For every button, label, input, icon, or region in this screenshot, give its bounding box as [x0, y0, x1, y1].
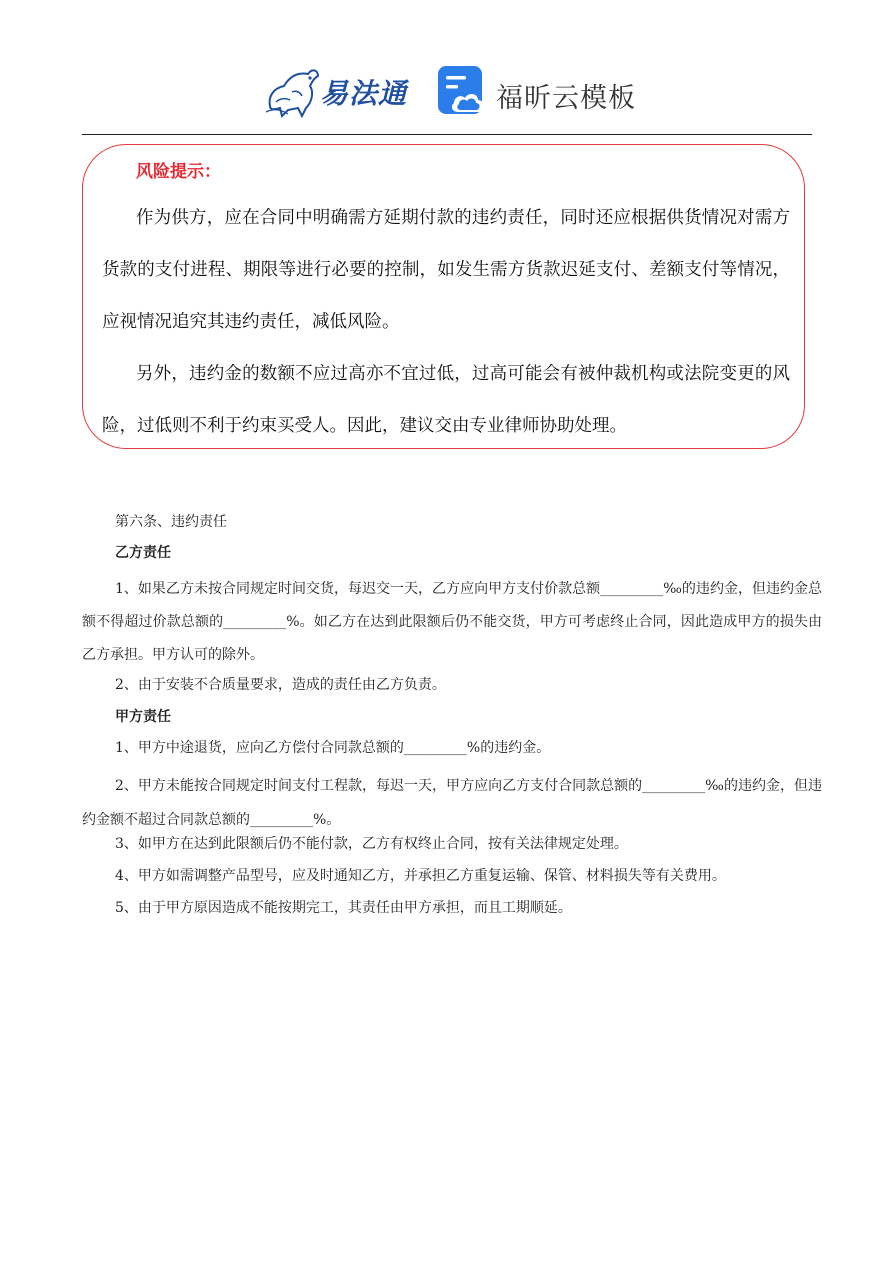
party-b-heading: 乙方责任: [115, 545, 171, 561]
yifatong-logo: [262, 62, 412, 118]
foxit-cloud-template-logo: [436, 64, 636, 118]
risk-warning-title: 风险提示：: [136, 162, 221, 182]
header-divider: [82, 134, 812, 135]
article-heading: 第六条、违约责任: [115, 514, 227, 530]
party-a-clause: 1、甲方中途退货，应向乙方偿付合同款总额的_________%的违约金。: [115, 740, 551, 756]
page-header: [0, 58, 893, 120]
foxit-cloud-template-text: 福昕云模板: [496, 83, 636, 114]
party-b-clause: 2、由于安装不合质量要求，造成的责任由乙方负责。: [115, 677, 446, 693]
qilin-icon: [262, 62, 322, 118]
party-a-clause: 2、甲方未能按合同规定时间支付工程款，每迟一天，甲方应向乙方支付合同款总额的_________‰的违约金，但违约金额不超过合同款总额的_________%。: [82, 778, 822, 828]
party-a-clause: 3、如甲方在达到此限额后仍不能付款，乙方有权终止合同，按有关法律规定处理。: [115, 836, 628, 852]
party-a-heading: 甲方责任: [115, 709, 171, 725]
party-a-clause: 4、甲方如需调整产品型号，应及时通知乙方，并承担乙方重复运输、保管、材料损失等有关费用。: [115, 868, 726, 884]
risk-warning-paragraph: 作为供方，应在合同中明确需方延期付款的违约责任，同时还应根据供货情况对需方货款的支付进程、期限等进行必要的控制，如发生需方货款迟延支付、差额支付等情况，应视情况追究其违约责任，减低风险。: [102, 208, 790, 332]
cloud-document-icon: [436, 64, 490, 118]
party-a-clause: 5、由于甲方原因造成不能按期完工，其责任由甲方承担，而且工期顺延。: [115, 900, 572, 916]
party-b-clause: 1、如果乙方未按合同规定时间交货，每迟交一天，乙方应向甲方支付价款总额_________‰的违约金，但违约金总额不得超过价款总额的_________%。如乙方在达到此限额后仍不能交货，甲方可考虑终止合同，因此造成甲方的损失由乙方承担。甲方认可的除外。: [82, 581, 822, 663]
yifatong-logo-text: 易法通: [320, 77, 408, 110]
risk-warning-paragraph: 另外，违约金的数额不应过高亦不宜过低，过高可能会有被仲裁机构或法院变更的风险，过低则不利于约束买受人。因此，建议交由专业律师协助处理。: [102, 364, 790, 436]
